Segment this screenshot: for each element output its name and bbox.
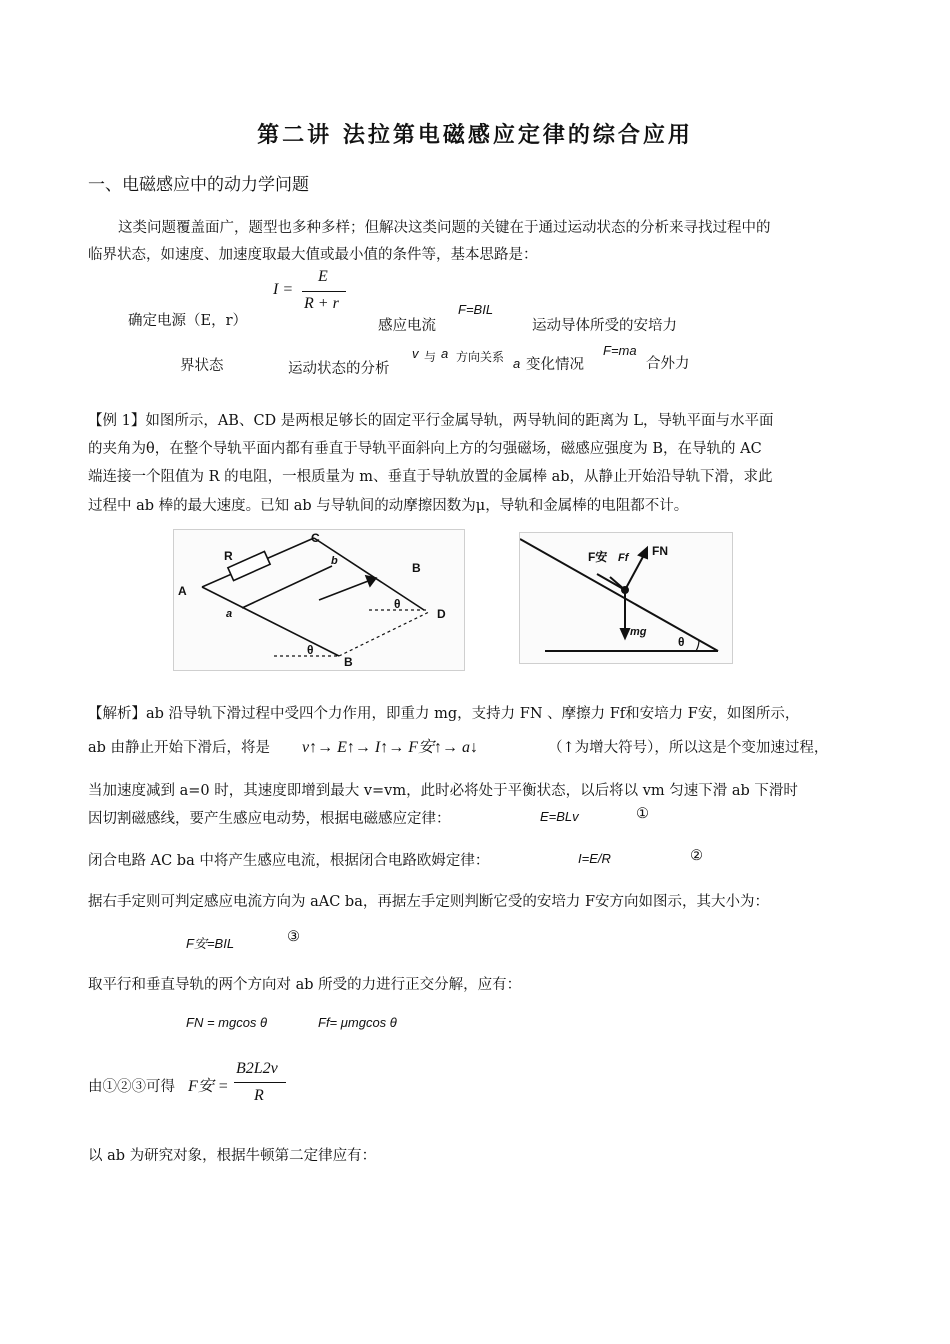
label-b: b <box>331 555 338 567</box>
flow-direction-relation: 方向关系 <box>456 350 505 364</box>
equation-3: F安=BIL <box>186 936 235 951</box>
label-mg: mg <box>630 626 647 638</box>
flow-a2: a <box>513 356 521 371</box>
label-D: D <box>437 607 446 621</box>
analysis-line-7: 取平行和垂直导轨的两个方向对 ab 所受的力进行正交分解，应有： <box>88 977 522 993</box>
analysis-line-2a: ab 由静止开始下滑后，将是 <box>88 740 271 756</box>
formula-fraction-bar <box>302 291 346 292</box>
formula-i-lhs: I = <box>273 281 294 298</box>
label-f-ampere: F安 <box>588 550 608 564</box>
flow-and: 与 <box>424 350 437 364</box>
analysis-line-9: 以 ab 为研究对象，根据牛顿第二定律应有： <box>88 1148 377 1164</box>
equation-3-number: ③ <box>287 929 300 945</box>
label-B-field: B <box>412 561 421 575</box>
analysis-chain: v↑→ E↑→ I↑→ F安↑→ a↓ <box>302 739 478 756</box>
analysis-line-3: 当加速度减到 a=0 时，其速度即增到最大 v=vm，此时必将处于平衡状态，以后将以 vm 匀速下滑 ab 下滑时 <box>88 783 798 799</box>
flow-fma: F=ma <box>603 343 637 358</box>
equation-1-number: ① <box>636 806 649 822</box>
intro-line-1: 这类问题覆盖面广，题型也多种多样；但解决这类问题的关键在于通过运动状态的分析来寻找过程中的 <box>118 220 771 236</box>
label-a: a <box>226 608 233 620</box>
result-denominator: R <box>254 1087 264 1104</box>
example-line-1: 【例 1】如图所示，AB、CD 是两根足够长的固定平行金属导轨，两导轨间的距离为 L，导轨平面与水平面 <box>88 413 774 429</box>
flow-fbil: F=BIL <box>458 302 494 317</box>
intro-line-2: 临界状态，如速度、加速度取最大值或最小值的条件等，基本思路是： <box>88 247 538 263</box>
formula-denominator: R + r <box>304 295 339 312</box>
analysis-line-2b: （↑为增大符号），所以这是个变加速过程， <box>548 740 829 756</box>
formula-numerator: E <box>318 268 328 285</box>
flow-source: 确定电源（E，r） <box>128 313 248 329</box>
flow-motion-analysis: 运动状态的分析 <box>288 361 390 377</box>
analysis-line-4: 因切割磁感线，要产生感应电动势，根据电磁感应定律： <box>88 811 451 827</box>
analysis-line-5: 闭合电路 AC ba 中将产生感应电流，根据闭合电路欧姆定律： <box>88 853 490 869</box>
analysis-line-1: 【解析】ab 沿导轨下滑过程中受四个力作用，即重力 mg，支持力 FN 、摩擦力 Ff和安培力 F安，如图所示， <box>88 706 800 722</box>
flow-net-force: 合外力 <box>646 356 690 372</box>
flow-ampere-force: 运动导体所受的安培力 <box>532 318 677 334</box>
flow-change: 变化情况 <box>526 357 584 373</box>
label-theta-top: θ <box>394 597 401 611</box>
label-B-point: B <box>344 655 353 669</box>
label-ff: Ff <box>618 552 629 564</box>
result-fraction-bar <box>234 1082 286 1083</box>
analysis-line-6: 据右手定则可判定感应电流方向为 aAC ba，再据左手定则判断它受的安培力 F安方向如图示，其大小为： <box>88 894 770 910</box>
label-fn: FN <box>652 544 668 558</box>
result-lhs: F安 = <box>188 1078 229 1095</box>
label-theta: θ <box>678 635 685 649</box>
equation-4: FN = mgcos θ <box>186 1015 268 1030</box>
flow-a1: a <box>441 346 449 361</box>
label-theta-bottom: θ <box>307 643 314 657</box>
flow-current: 感应电流 <box>378 318 436 334</box>
flow-critical-state: 界状态 <box>180 358 224 374</box>
equation-1: E=BLv <box>540 809 579 824</box>
analysis-line-8: 由①②③可得 <box>88 1079 175 1095</box>
force-figure <box>519 532 733 664</box>
flow-v: v <box>412 346 419 361</box>
equation-2-number: ② <box>690 848 703 864</box>
rail-diagram <box>174 530 464 670</box>
force-diagram <box>520 533 732 663</box>
example-line-2: 的夹角为θ，在整个导轨平面内都有垂直于导轨平面斜向上方的匀强磁场，磁感应强度为 B，在导轨的 AC <box>88 441 762 457</box>
example-line-3: 端连接一个阻值为 R 的电阻，一根质量为 m、垂直于导轨放置的金属棒 ab，从静止开始沿导轨下滑，求此 <box>88 469 773 485</box>
rail-figure <box>173 529 465 671</box>
equation-5: Ff= μmgcos θ <box>318 1015 397 1030</box>
page-title: 第二讲 法拉第电磁感应定律的综合应用 <box>257 123 693 148</box>
label-R: R <box>224 549 233 563</box>
equation-2: I=E/R <box>578 851 611 866</box>
section-heading: 一、电磁感应中的动力学问题 <box>88 175 309 195</box>
result-numerator: B2L2v <box>236 1060 278 1077</box>
label-C: C <box>311 531 320 545</box>
example-line-4: 过程中 ab 棒的最大速度。已知 ab 与导轨间的动摩擦因数为μ，导轨和金属棒的电阻都不计。 <box>88 498 689 514</box>
label-A: A <box>178 584 187 598</box>
